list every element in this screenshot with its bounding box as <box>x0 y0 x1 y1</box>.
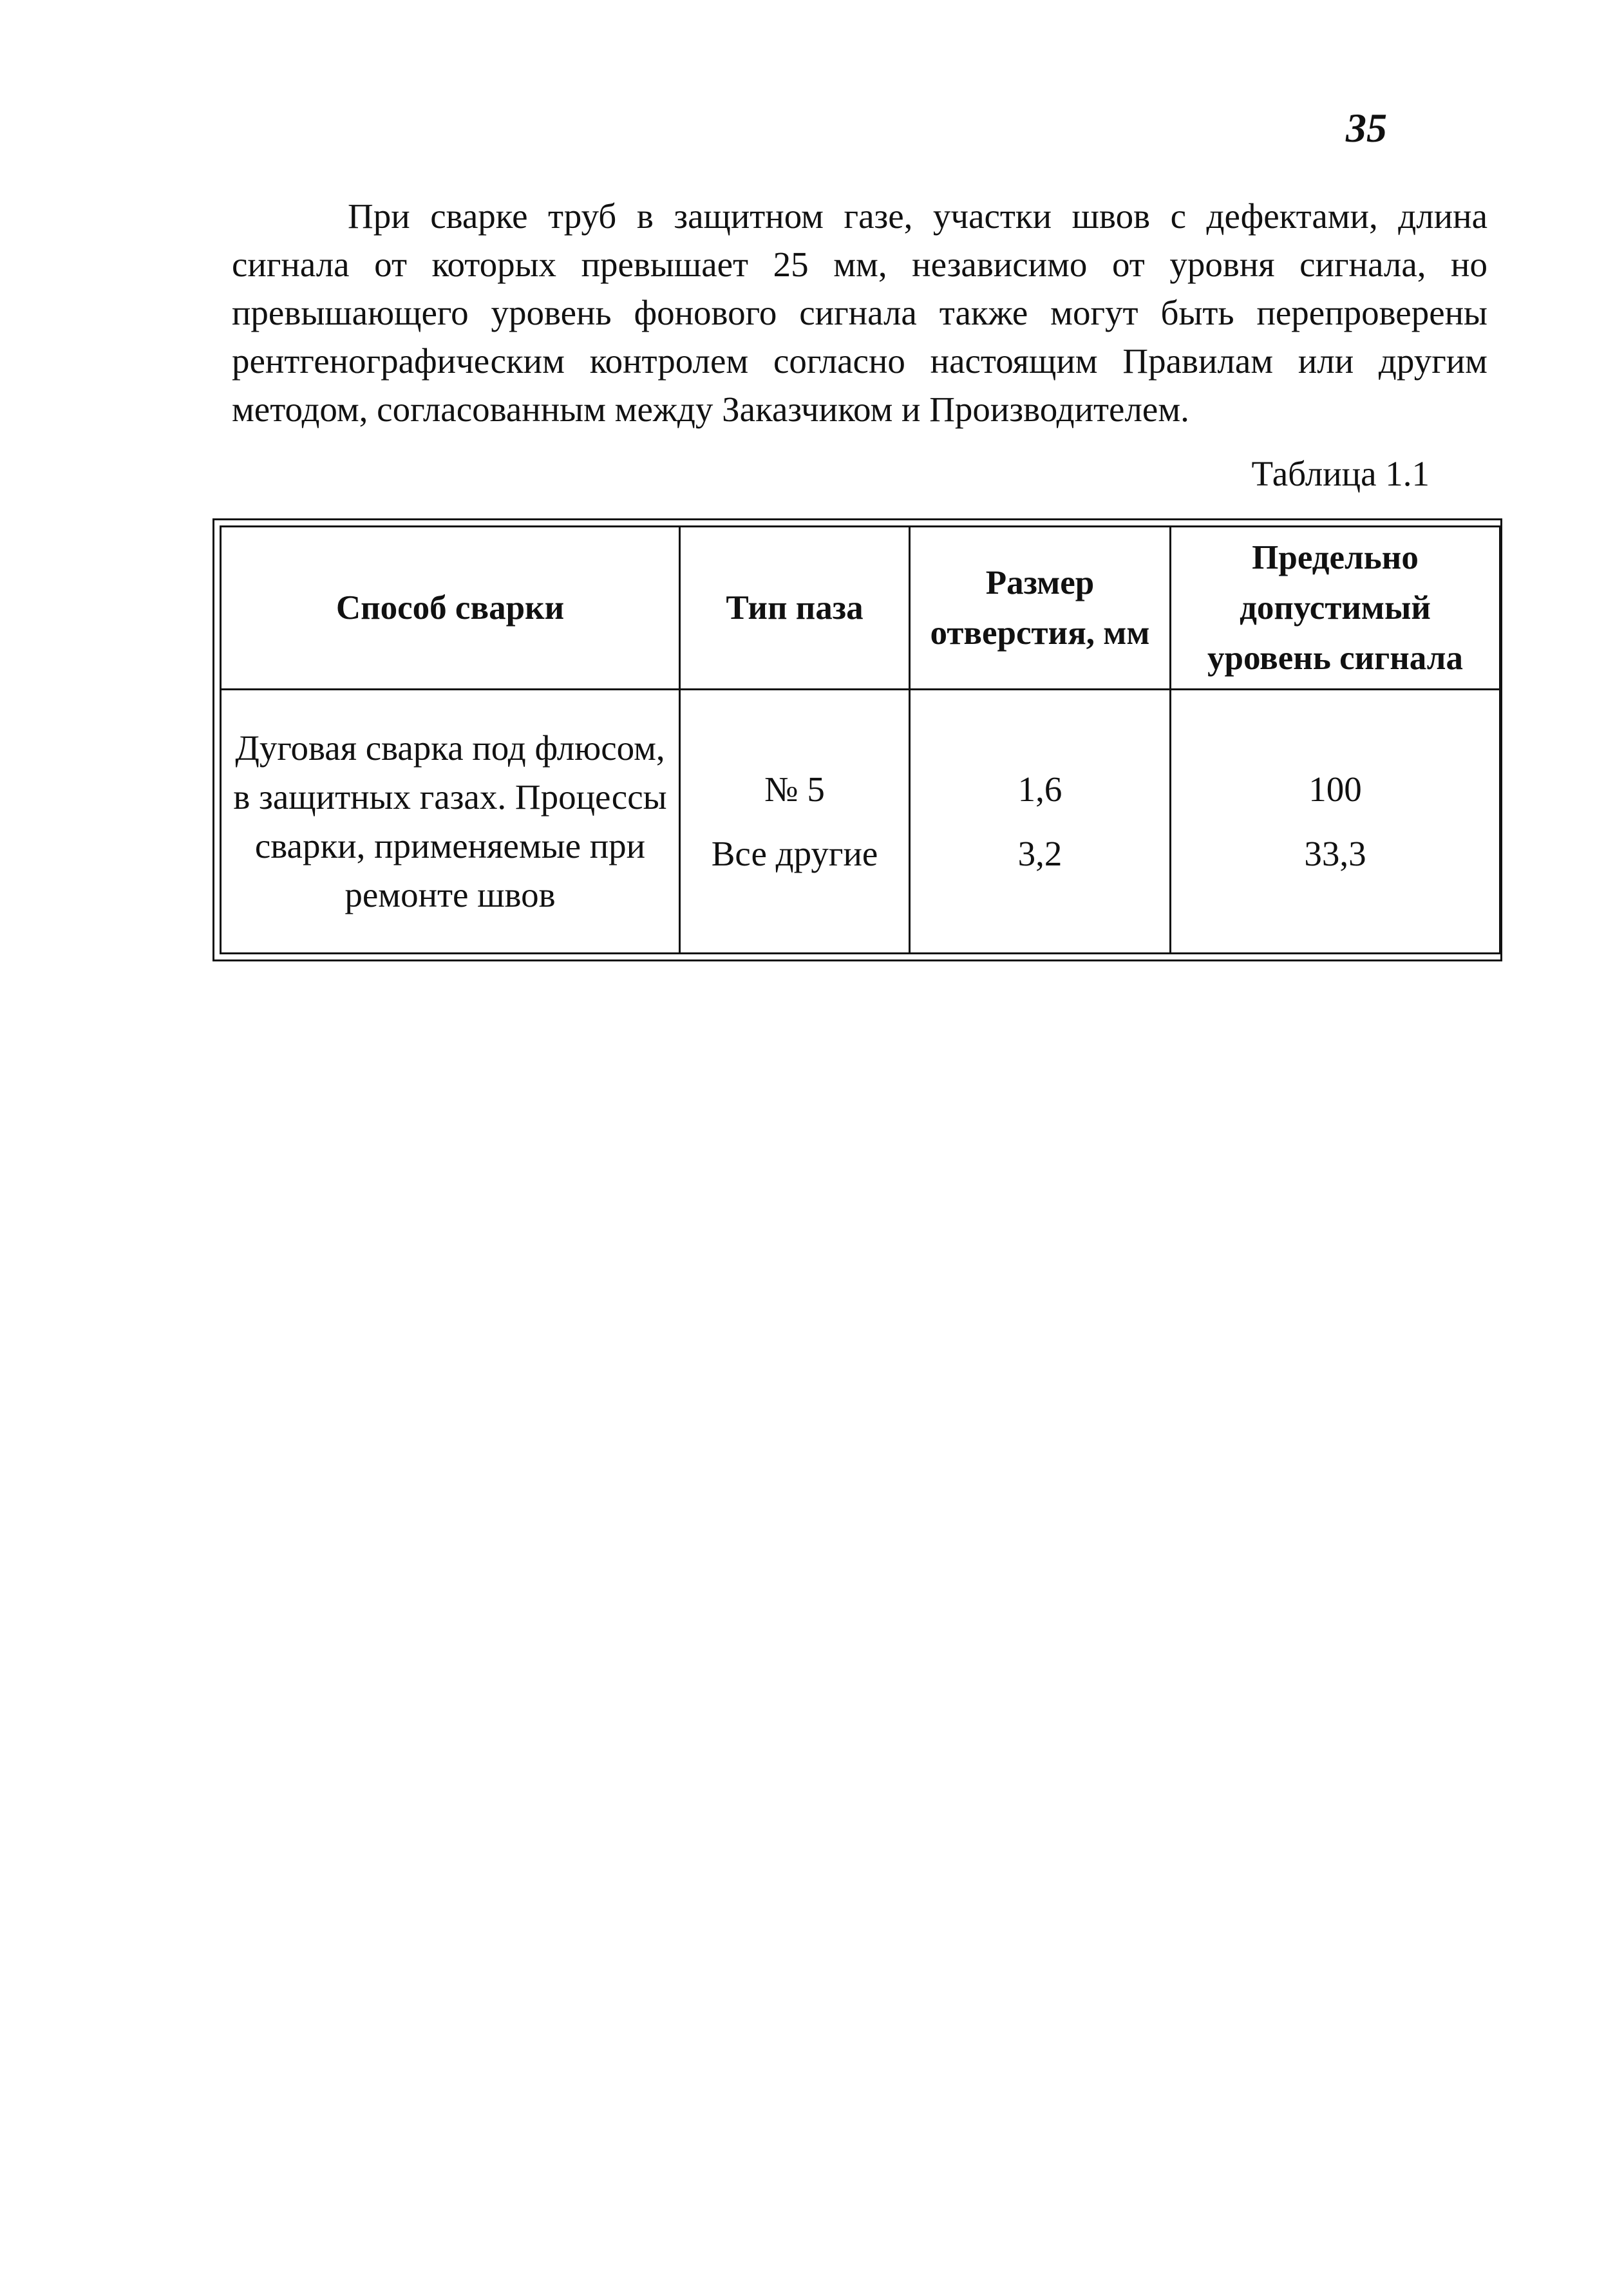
header-groove-type: Тип паза <box>680 527 910 690</box>
cell-signal-levels <box>1171 690 1500 954</box>
groove-type-value: Все другие <box>711 833 878 873</box>
page-number: 35 <box>1346 105 1387 151</box>
table-frame <box>212 518 1502 961</box>
groove-type-value: № 5 <box>764 769 825 809</box>
header-method: Способ сварки <box>221 527 680 690</box>
header-signal-level: Предельно допустимый уровень сигнала <box>1171 527 1500 690</box>
cell-hole-sizes <box>910 690 1171 954</box>
data-table <box>220 525 1501 954</box>
hole-size-value: 3,2 <box>1017 833 1062 873</box>
cell-groove-types <box>680 690 910 954</box>
hole-size-value: 1,6 <box>1017 769 1062 809</box>
body-paragraph: При сварке труб в защитном газе, участки швов с дефектами, длина сигнала от которых превышает 25 мм, независимо от уровня сигнала, но превышающего уровень фонового сигнала также могут быть перепроверены рентгенографическим контролем согласно настоящим Правилам или другим методом, согласованным между Заказчиком и Производителем. <box>232 196 1487 429</box>
signal-level-value: 100 <box>1308 769 1362 809</box>
table-row <box>221 690 1500 954</box>
table-caption: Таблица 1.1 <box>1251 454 1430 493</box>
table-header-row <box>221 527 1500 690</box>
header-hole-size: Размер отверстия, мм <box>910 527 1171 690</box>
signal-level-value: 33,3 <box>1304 833 1366 873</box>
cell-method: Дуговая сварка под флюсом, в защитных газах. Процессы сварки, применяемые при ремонте швов <box>221 690 680 954</box>
